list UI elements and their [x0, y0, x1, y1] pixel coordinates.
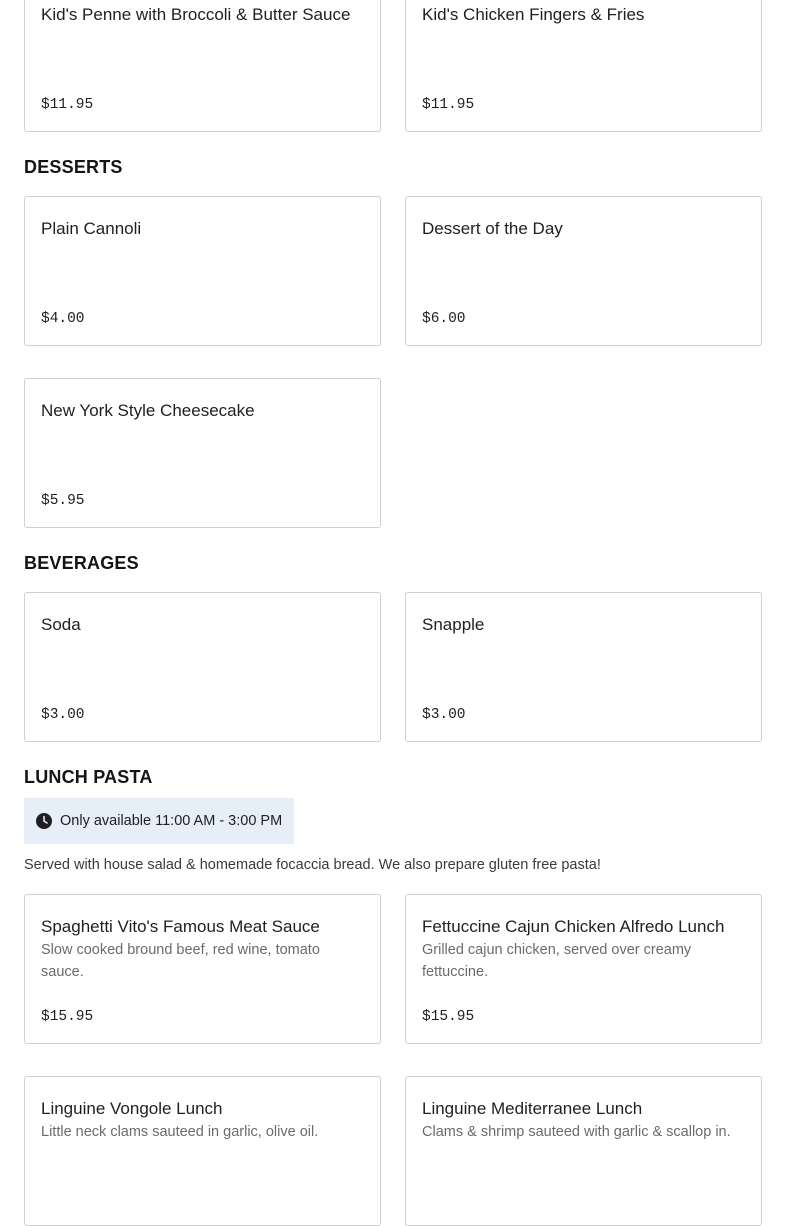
menu-item-name: Linguine Mediterranee Lunch: [422, 1099, 643, 1118]
menu-item-card[interactable]: [405, 0, 762, 132]
menu-item-card[interactable]: [24, 196, 381, 346]
menu-item-price: $11.95: [422, 97, 475, 113]
menu-item-description: Clams & shrimp sauteed with garlic & scallop in.: [422, 1124, 731, 1140]
menu-item-name: Snapple: [422, 615, 485, 634]
menu-item-description: Grilled cajun chicken, served over creamy fettuccine.: [422, 942, 692, 980]
menu-item-card[interactable]: [405, 894, 762, 1044]
menu-item-card[interactable]: [24, 1076, 381, 1226]
menu-item-card[interactable]: [405, 196, 762, 346]
menu-item-name: New York Style Cheesecake: [41, 401, 255, 420]
menu-item-description: Slow cooked bround beef, red wine, tomato sauce.: [41, 942, 320, 980]
menu-item-name: Kid's Penne with Broccoli & Butter Sauce: [41, 5, 351, 24]
section-note: Served with house salad & homemade focaccia bread. We also prepare gluten free pasta!: [24, 857, 601, 873]
menu-item-card[interactable]: [24, 894, 381, 1044]
menu-item-card[interactable]: [24, 592, 381, 742]
clock-icon: [36, 813, 52, 829]
menu-item-card[interactable]: [24, 0, 381, 132]
menu-item-name: Plain Cannoli: [41, 219, 142, 238]
menu-item-card[interactable]: [405, 592, 762, 742]
menu-item-price: $15.95: [41, 1009, 94, 1025]
menu-item-price: $4.00: [41, 311, 85, 327]
menu-item-description: Little neck clams sauteed in garlic, olive oil.: [41, 1124, 319, 1140]
menu-item-price: $3.00: [41, 707, 85, 723]
menu-item-name: Dessert of the Day: [422, 219, 563, 238]
section-title-beverages: BEVERAGES: [24, 553, 139, 573]
menu-item-card[interactable]: [24, 378, 381, 528]
menu-item-name: Fettuccine Cajun Chicken Alfredo Lunch: [422, 917, 725, 936]
section-title-lunch-pasta: LUNCH PASTA: [24, 767, 153, 787]
menu-item-name: Soda: [41, 615, 81, 634]
menu-item-price: $3.00: [422, 707, 466, 723]
section-title-desserts: DESSERTS: [24, 157, 123, 177]
menu-item-card[interactable]: [405, 1076, 762, 1226]
availability-text: Only available 11:00 AM - 3:00 PM: [60, 813, 283, 829]
menu-item-name: Linguine Vongole Lunch: [41, 1099, 223, 1118]
menu-item-price: $15.95: [422, 1009, 475, 1025]
menu-item-price: $11.95: [41, 97, 94, 113]
menu-item-price: $5.95: [41, 493, 85, 509]
menu-item-price: $6.00: [422, 311, 466, 327]
menu-item-name: Spaghetti Vito's Famous Meat Sauce: [41, 917, 320, 936]
menu-item-name: Kid's Chicken Fingers & Fries: [422, 5, 645, 24]
availability-banner: [24, 798, 294, 844]
